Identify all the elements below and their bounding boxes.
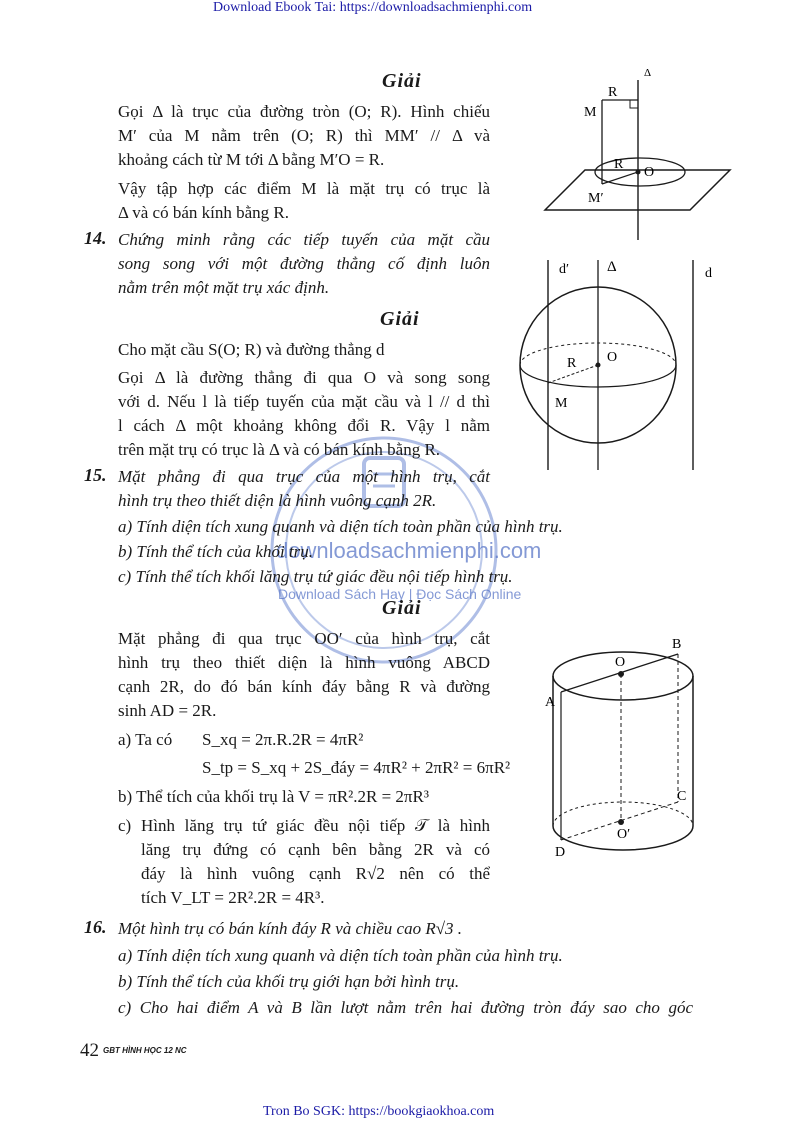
header-download-link[interactable]: Download Ebook Tai: https://downloadsachmienphi.com: [213, 0, 533, 15]
figure-cylinder: [545, 630, 720, 860]
solution-heading-13: Giải: [382, 70, 422, 92]
center-o: [596, 363, 601, 368]
sol15-line1: Mặt phẳng đi qua trục OO′ của hình trụ, cắt: [118, 629, 490, 648]
sol14-line2: Gọi Δ là đường thẳng đi qua O và song song: [118, 368, 490, 387]
p14-line1: Chứng minh rằng các tiếp tuyến của mặt cầu: [118, 230, 490, 249]
problem-number-16: 16.: [84, 917, 107, 937]
segment-mo: [602, 172, 638, 184]
sol15-c-line3: đáy là hình vuông cạnh R√2 nên có thể: [141, 864, 490, 883]
sol13-line2: M′ của M nằm trên (O; R) thì MM′ // Δ và: [118, 126, 490, 145]
sol13-line4: Vậy tập hợp các điểm M là mặt trụ có trục là: [118, 179, 490, 198]
fig1-label-delta: Δ: [644, 67, 652, 79]
fig1-label-m-prime: M′: [588, 191, 604, 206]
right-angle-mark: [630, 100, 638, 108]
fig3-label-d: D: [555, 845, 566, 860]
fig3-label-o-prime: O′: [617, 827, 631, 842]
sol15-c-line2: lăng trụ đứng có cạnh bên bằng 2R và có: [141, 840, 490, 859]
sol15-a-label: a) Ta có: [118, 730, 173, 749]
sol13-line3: khoảng cách từ M tới Δ bằng M′O = R.: [118, 150, 385, 169]
fig2-label-d: d: [705, 266, 712, 281]
sol15-line3: cạnh 2R, do đó bán kính đáy bằng R và đường: [118, 677, 490, 696]
footer-sgk-link[interactable]: Tron Bo SGK: https://bookgiaokhoa.com: [263, 1104, 495, 1119]
fig2-label-r: R: [567, 356, 577, 371]
page-number: 42: [80, 1040, 99, 1061]
p16-item-b: b) Tính thể tích của khối trụ giới hạn bởi hình trụ.: [118, 972, 460, 991]
sol15-formula-sxq: S_xq = 2π.R.2R = 4πR²: [202, 730, 364, 749]
fig1-label-r-top: R: [608, 85, 618, 100]
fig1-label-r-inner: R: [614, 157, 624, 172]
fig3-label-b: B: [672, 637, 682, 652]
solution-heading-15: Giải: [382, 597, 422, 619]
fig3-label-a: A: [545, 695, 556, 710]
sol14-line1: Cho mặt cầu S(O; R) và đường thẳng d: [118, 340, 385, 359]
book-title: GBT HÌNH HỌC 12 NC: [103, 1046, 187, 1055]
point-o: [636, 170, 641, 175]
watermark-tagline: Download Sách Hay | Đọc Sách Online: [278, 586, 522, 602]
sol15-line2: hình trụ theo thiết diện là hình vuông ABCD: [118, 653, 490, 672]
sol15-formula-stp: S_tp = S_xq + 2S_đáy = 4πR² + 2πR² = 6πR²: [202, 758, 511, 777]
fig3-label-o: O: [615, 655, 626, 670]
problem-number-14: 14.: [84, 228, 107, 248]
figure-sphere: [515, 255, 725, 480]
figure-cylinder-surface: [540, 60, 740, 245]
p15-item-c: c) Tính thể tích khối lăng trụ tứ giác đều nội tiếp hình trụ.: [118, 567, 513, 586]
sol15-c-line4: tích V_LT = 2R².2R = 4R³.: [141, 888, 325, 907]
sol15-c-line1: c) Hình lăng trụ tứ giác đều nội tiếp 𝒯 là hình: [118, 816, 490, 835]
fig2-label-o: O: [607, 350, 618, 365]
sol15-line4: sinh AD = 2R.: [118, 701, 217, 720]
sol13-line1: Gọi Δ là trục của đường tròn (O; R). Hình chiếu: [118, 102, 490, 121]
p16-line1: Một hình trụ có bán kính đáy R và chiều cao R√3 .: [118, 919, 463, 938]
p15-line1: Mặt phẳng đi qua trục của một hình trụ, cắt: [118, 467, 490, 486]
p14-line2: song song với một đường thẳng cố định luôn: [118, 254, 490, 273]
fig3-label-c: C: [677, 789, 687, 804]
fig2-label-d-prime: d′: [559, 262, 570, 277]
point-o-prime: [618, 819, 624, 825]
fig1-label-m: M: [584, 105, 597, 120]
fig2-label-delta: Δ: [607, 259, 617, 275]
p15-item-a: a) Tính diện tích xung quanh và diện tích toàn phần của hình trụ.: [118, 517, 563, 536]
fig2-label-m: M: [555, 396, 568, 411]
p15-item-b: b) Tính thể tích của khối trụ.: [118, 542, 314, 561]
p15-line2: hình trụ theo thiết diện là hình vuông cạnh 2R.: [118, 491, 437, 510]
p14-line3: nằm trên một mặt trụ xác định.: [118, 278, 330, 297]
sol14-line3: với d. Nếu l là tiếp tuyến của mặt cầu và l // d thì: [118, 392, 490, 411]
p16-item-c: c) Cho hai điểm A và B lần lượt nằm trên hai đường tròn đáy sao cho góc: [118, 998, 693, 1017]
problem-number-15: 15.: [84, 465, 107, 485]
sol14-line4: l cách Δ một khoảng không đổi R. Vậy l nằm: [118, 416, 490, 435]
solution-heading-14: Giải: [380, 308, 420, 330]
fig1-label-o: O: [644, 165, 655, 180]
watermark-site: downloadsachmienphi.com: [276, 538, 542, 563]
point-o: [618, 671, 624, 677]
p16-item-a: a) Tính diện tích xung quanh và diện tích toàn phần của hình trụ.: [118, 946, 563, 965]
sol15-item-b: b) Thể tích của khối trụ là V = πR².2R = 2πR³: [118, 787, 429, 806]
sol13-line5: Δ và có bán kính bằng R.: [118, 203, 289, 222]
sol14-line5: trên mặt trụ có trục là Δ và có bán kính bằng R.: [118, 440, 441, 459]
